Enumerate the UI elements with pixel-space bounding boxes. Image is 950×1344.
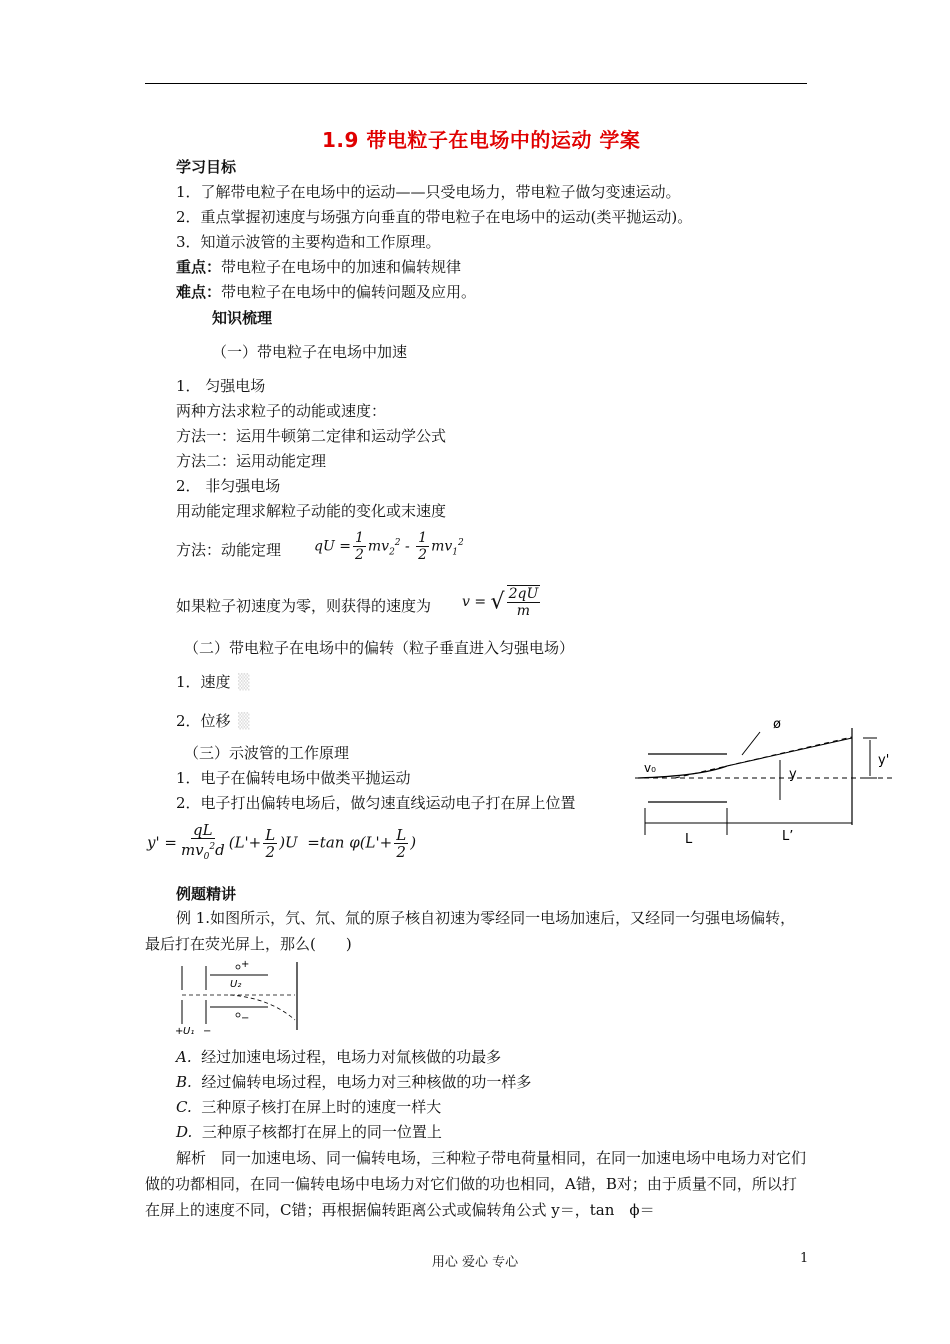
u1-minus: −	[203, 1026, 212, 1037]
phi-label: ø	[773, 717, 781, 732]
v0-label: v₀	[644, 761, 656, 775]
section-2-heading: （二）带电粒子在电场中的偏转（粒子垂直进入匀强电场）	[184, 639, 575, 657]
option-c-letter: C.	[176, 1098, 192, 1116]
deflection-formula: y' = $\frac{qL}{mv_0^2d}$ (L'+ $\frac{L}{2}$ )U =tan φ(L'+ $\frac{L}{2}$ )	[147, 821, 417, 862]
key-point-label: 重点：	[176, 258, 222, 276]
footer-text: 用心 爱心 专心	[431, 1255, 519, 1270]
option-b-letter: B.	[176, 1073, 192, 1091]
example-figure	[170, 958, 310, 1038]
y-label: y	[789, 767, 797, 782]
upper-terminal	[236, 965, 240, 969]
header-rule	[145, 83, 807, 84]
option-a-text: 经过加速电场过程，电场力对氚核做的功最多	[201, 1048, 502, 1066]
s1-item-2-text: 用动能定理求解粒子动能的变化或末速度	[176, 502, 447, 520]
u1-label: U₁	[183, 1026, 195, 1037]
L-label: L	[685, 832, 693, 847]
option-c	[176, 1098, 441, 1116]
option-a	[176, 1048, 501, 1066]
difficulty-text: 带电粒子在电场中的偏转问题及应用。	[221, 283, 477, 301]
s1-item-2: 2． 非匀强电场	[176, 477, 281, 495]
speed-formula: v = √ $\frac{2qU}{m}$	[462, 586, 539, 619]
s1-method-label: 方法：动能定理	[176, 541, 282, 559]
extension-line	[675, 737, 852, 778]
knowledge-heading: 知识梳理	[212, 309, 273, 327]
option-b	[176, 1073, 531, 1091]
u2-plus: +	[241, 959, 250, 970]
y-prime-label: y'	[878, 753, 890, 768]
s1-methods-intro: 两种方法求粒子的动能或速度：	[176, 402, 387, 420]
s2-item-1: 1．速度	[176, 673, 231, 691]
s3-item-1: 1．电子在偏转电场中做类平抛运动	[176, 769, 411, 787]
section-3-heading: （三）示波管的工作原理	[184, 744, 350, 762]
page-title: 1.9 带电粒子在电场中的运动 学案	[322, 128, 641, 152]
L-prime-label: L’	[782, 829, 794, 844]
s3-item-2: 2．电子打出偏转电场后，做匀速直线运动电子打在屏上位置	[176, 794, 576, 812]
key-point	[176, 258, 461, 276]
example-heading: 例题精讲	[176, 885, 237, 903]
oscilloscope-diagram	[630, 710, 900, 850]
s1-method-2: 方法二：运用动能定理	[176, 452, 327, 470]
key-point-text: 带电粒子在电场中的加速和偏转规律	[221, 258, 462, 276]
analysis-text: 解析 同一加速电场、同一偏转电场，三种粒子带电荷量相同，在同一加速电场中电场力对它们做的功都相同，在同一偏转电场中电场力对它们做的功也相同，A错，B对；由于质量不同，所以打在屏上的速度不同，C错；再根据偏转距离公式或偏转角公式 y＝，tan ϕ＝	[145, 1149, 807, 1219]
s1-zero-speed: 如果粒子初速度为零，则获得的速度为	[176, 597, 432, 615]
s2-item-2: 2．位移	[176, 712, 231, 730]
option-a-letter: A.	[176, 1048, 192, 1066]
section-1-heading: （一）带电粒子在电场中加速	[212, 343, 408, 361]
example-1: 例 1.如图所示，氕、氘、氚的原子核自初速为零经同一电场加速后，又经同一匀强电场偏转，最后打在荧光屏上，那么( )	[145, 909, 796, 953]
difficulty-label: 难点：	[176, 283, 222, 301]
option-d	[176, 1123, 442, 1141]
goal-2: 2．重点掌握初速度与场强方向垂直的带电粒子在电场中的运动(类平抛运动)。	[176, 208, 693, 226]
u2-minus: −	[241, 1013, 250, 1024]
s1-item-1: 1． 匀强电场	[176, 377, 266, 395]
s2-item-2-faded-formula: ▒	[238, 712, 250, 730]
s1-method-1: 方法一：运用牛顿第二定律和运动学公式	[176, 427, 447, 445]
option-c-text: 三种原子核打在屏上时的速度一样大	[201, 1098, 442, 1116]
u2-label: U₂	[230, 979, 242, 990]
goals-heading: 学习目标	[176, 158, 237, 176]
goal-3: 3．知道示波管的主要构造和工作原理。	[176, 233, 441, 251]
goal-1: 1．了解带电粒子在电场中的运动——只受电场力，带电粒子做匀变速运动。	[176, 183, 681, 201]
phi-pointer	[742, 732, 760, 755]
lower-terminal	[236, 1013, 240, 1017]
s2-item-1-faded-formula: ▒	[238, 673, 250, 691]
u1-plus: +	[175, 1026, 184, 1037]
option-b-text: 经过偏转电场过程，电场力对三种核做的功一样多	[201, 1073, 532, 1091]
kinetic-energy-formula: qU = $\frac{1}{2}$ $mv_2^2$ - $\frac{1}{2}$ $mv_1^2$	[314, 530, 464, 563]
page-number: 1	[800, 1251, 809, 1266]
option-d-text: 三种原子核都打在屏上的同一位置上	[201, 1123, 442, 1141]
difficulty	[176, 283, 476, 301]
option-d-letter: D.	[176, 1123, 193, 1141]
